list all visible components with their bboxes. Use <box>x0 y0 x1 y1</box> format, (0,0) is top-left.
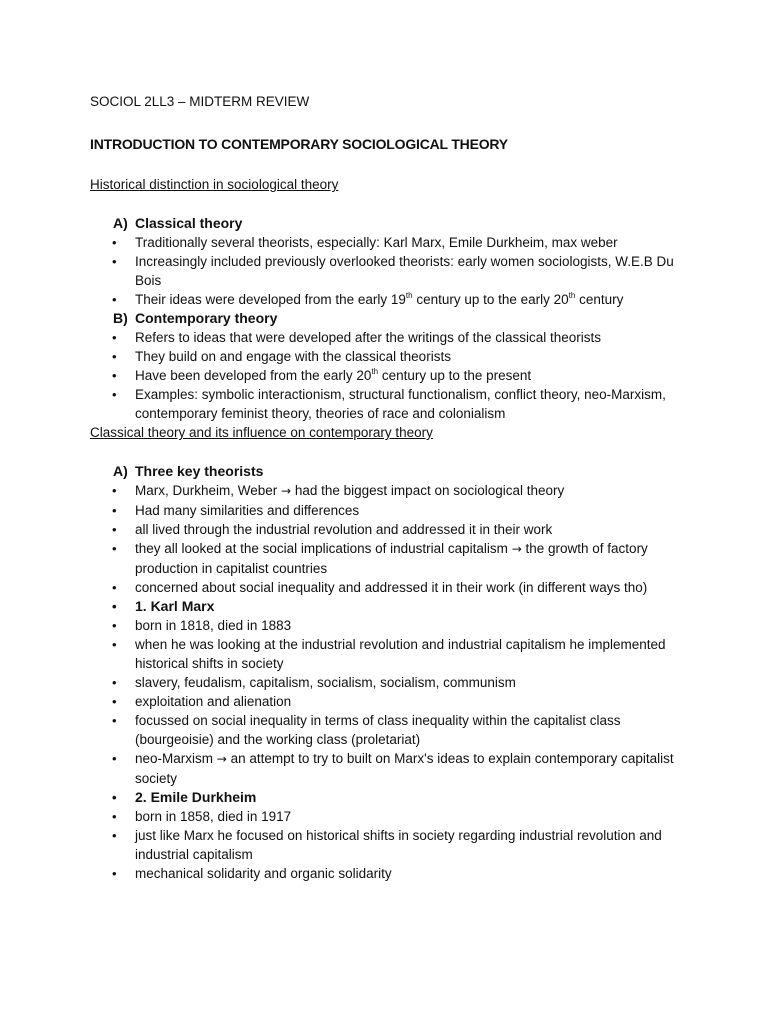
bullet-icon: • <box>112 349 117 364</box>
bullet-icon: • <box>112 254 117 269</box>
bullet-icon: • <box>112 330 117 345</box>
list-item: • born in 1818, died in 1883 <box>112 618 292 633</box>
list-item: • focussed on social inequality in terms of class inequality within the capitalist class (bourgeoisie) and the working class (proletariat) <box>112 713 621 747</box>
bullet-icon: • <box>112 599 117 614</box>
arrow-right-icon: → <box>511 542 522 556</box>
list-item: • Their ideas were developed from the early 19th century up to the early 20th century <box>112 291 624 307</box>
list-item: • just like Marx he focused on historical shifts in society regarding industrial revolution and industrial capitalism <box>112 828 662 862</box>
bullet-icon: • <box>112 637 117 652</box>
list-item: • They build on and engage with the classical theorists <box>112 349 451 364</box>
bullet-icon: • <box>112 292 117 307</box>
section-heading-historical: Historical distinction in sociological theory <box>90 177 339 192</box>
bullet-icon: • <box>112 828 117 843</box>
bullet-icon: • <box>112 675 117 690</box>
arrow-right-icon: → <box>281 484 292 498</box>
subheading-three-key-theorists <box>113 462 690 481</box>
bullet-icon: • <box>112 580 117 595</box>
list-item: • born in 1858, died in 1917 <box>112 809 292 824</box>
list-item: • slavery, feudalism, capitalism, socialism, socialism, communism <box>112 675 516 690</box>
list-item: • Marx, Durkheim, Weber → had the biggest impact on sociological theory <box>112 483 565 498</box>
list-item: • Increasingly included previously overlooked theorists: early women sociologists, W.E.B Du Bois <box>112 254 674 288</box>
list-marker: A) <box>113 215 128 231</box>
classical-theory-list <box>90 233 690 309</box>
document-page <box>90 92 690 883</box>
bullet-icon: • <box>112 751 117 766</box>
theorist-heading-durkheim: • 2. Emile Durkheim <box>112 789 257 805</box>
list-item: • all lived through the industrial revolution and addressed it in their work <box>112 522 553 537</box>
list-item: • Examples: symbolic interactionism, structural functionalism, conflict theory, neo-Marxism, contemporary feminist theory, theories of race and colonialism <box>112 387 666 421</box>
bullet-icon: • <box>112 235 117 250</box>
bullet-icon: • <box>112 713 117 728</box>
bullet-icon: • <box>112 790 117 805</box>
bullet-icon: • <box>112 866 117 881</box>
list-item: • mechanical solidarity and organic solidarity <box>112 866 392 881</box>
list-item: • they all looked at the social implications of industrial capitalism → the growth of factory production in capitalist countries <box>112 541 648 576</box>
bullet-icon: • <box>112 503 117 518</box>
list-item: • Had many similarities and differences <box>112 503 360 518</box>
subheading-label: Contemporary theory <box>135 310 278 326</box>
bullet-icon: • <box>112 618 117 633</box>
list-item: • neo-Marxism → an attempt to try to built on Marx's ideas to explain contemporary capitalist society <box>112 751 674 786</box>
bullet-icon: • <box>112 483 117 498</box>
subheading-classical-theory <box>113 214 690 233</box>
list-marker: B) <box>113 310 128 326</box>
list-marker: A) <box>113 463 128 479</box>
contemporary-theory-list <box>90 328 690 423</box>
three-key-theorists-list <box>90 481 690 883</box>
course-line: SOCIOL 2LL3 – MIDTERM REVIEW <box>90 94 310 109</box>
bullet-icon: • <box>112 387 117 402</box>
bullet-icon: • <box>112 809 117 824</box>
bullet-icon: • <box>112 368 117 383</box>
bullet-icon: • <box>112 522 117 537</box>
subheading-contemporary-theory <box>113 309 690 328</box>
list-item: • Refers to ideas that were developed after the writings of the classical theorists <box>112 330 601 345</box>
subheading-label: Three key theorists <box>135 463 264 479</box>
subheading-label: Classical theory <box>135 215 243 231</box>
document-title: INTRODUCTION TO CONTEMPORARY SOCIOLOGICAL THEORY <box>90 136 508 152</box>
list-item: • exploitation and alienation <box>112 694 292 709</box>
section-heading-classical-influence: Classical theory and its influence on contemporary theory <box>90 425 433 440</box>
list-item: • Traditionally several theorists, especially: Karl Marx, Emile Durkheim, max weber <box>112 235 618 250</box>
list-item: • concerned about social inequality and addressed it in their work (in different ways tho) <box>112 580 648 595</box>
theorist-heading-marx: • 1. Karl Marx <box>112 598 215 614</box>
bullet-icon: • <box>112 694 117 709</box>
arrow-right-icon: → <box>216 752 227 766</box>
list-item: • when he was looking at the industrial revolution and industrial capitalism he implemented historical shifts in society <box>112 637 666 671</box>
list-item: • Have been developed from the early 20th century up to the present <box>112 367 532 383</box>
bullet-icon: • <box>112 541 117 556</box>
